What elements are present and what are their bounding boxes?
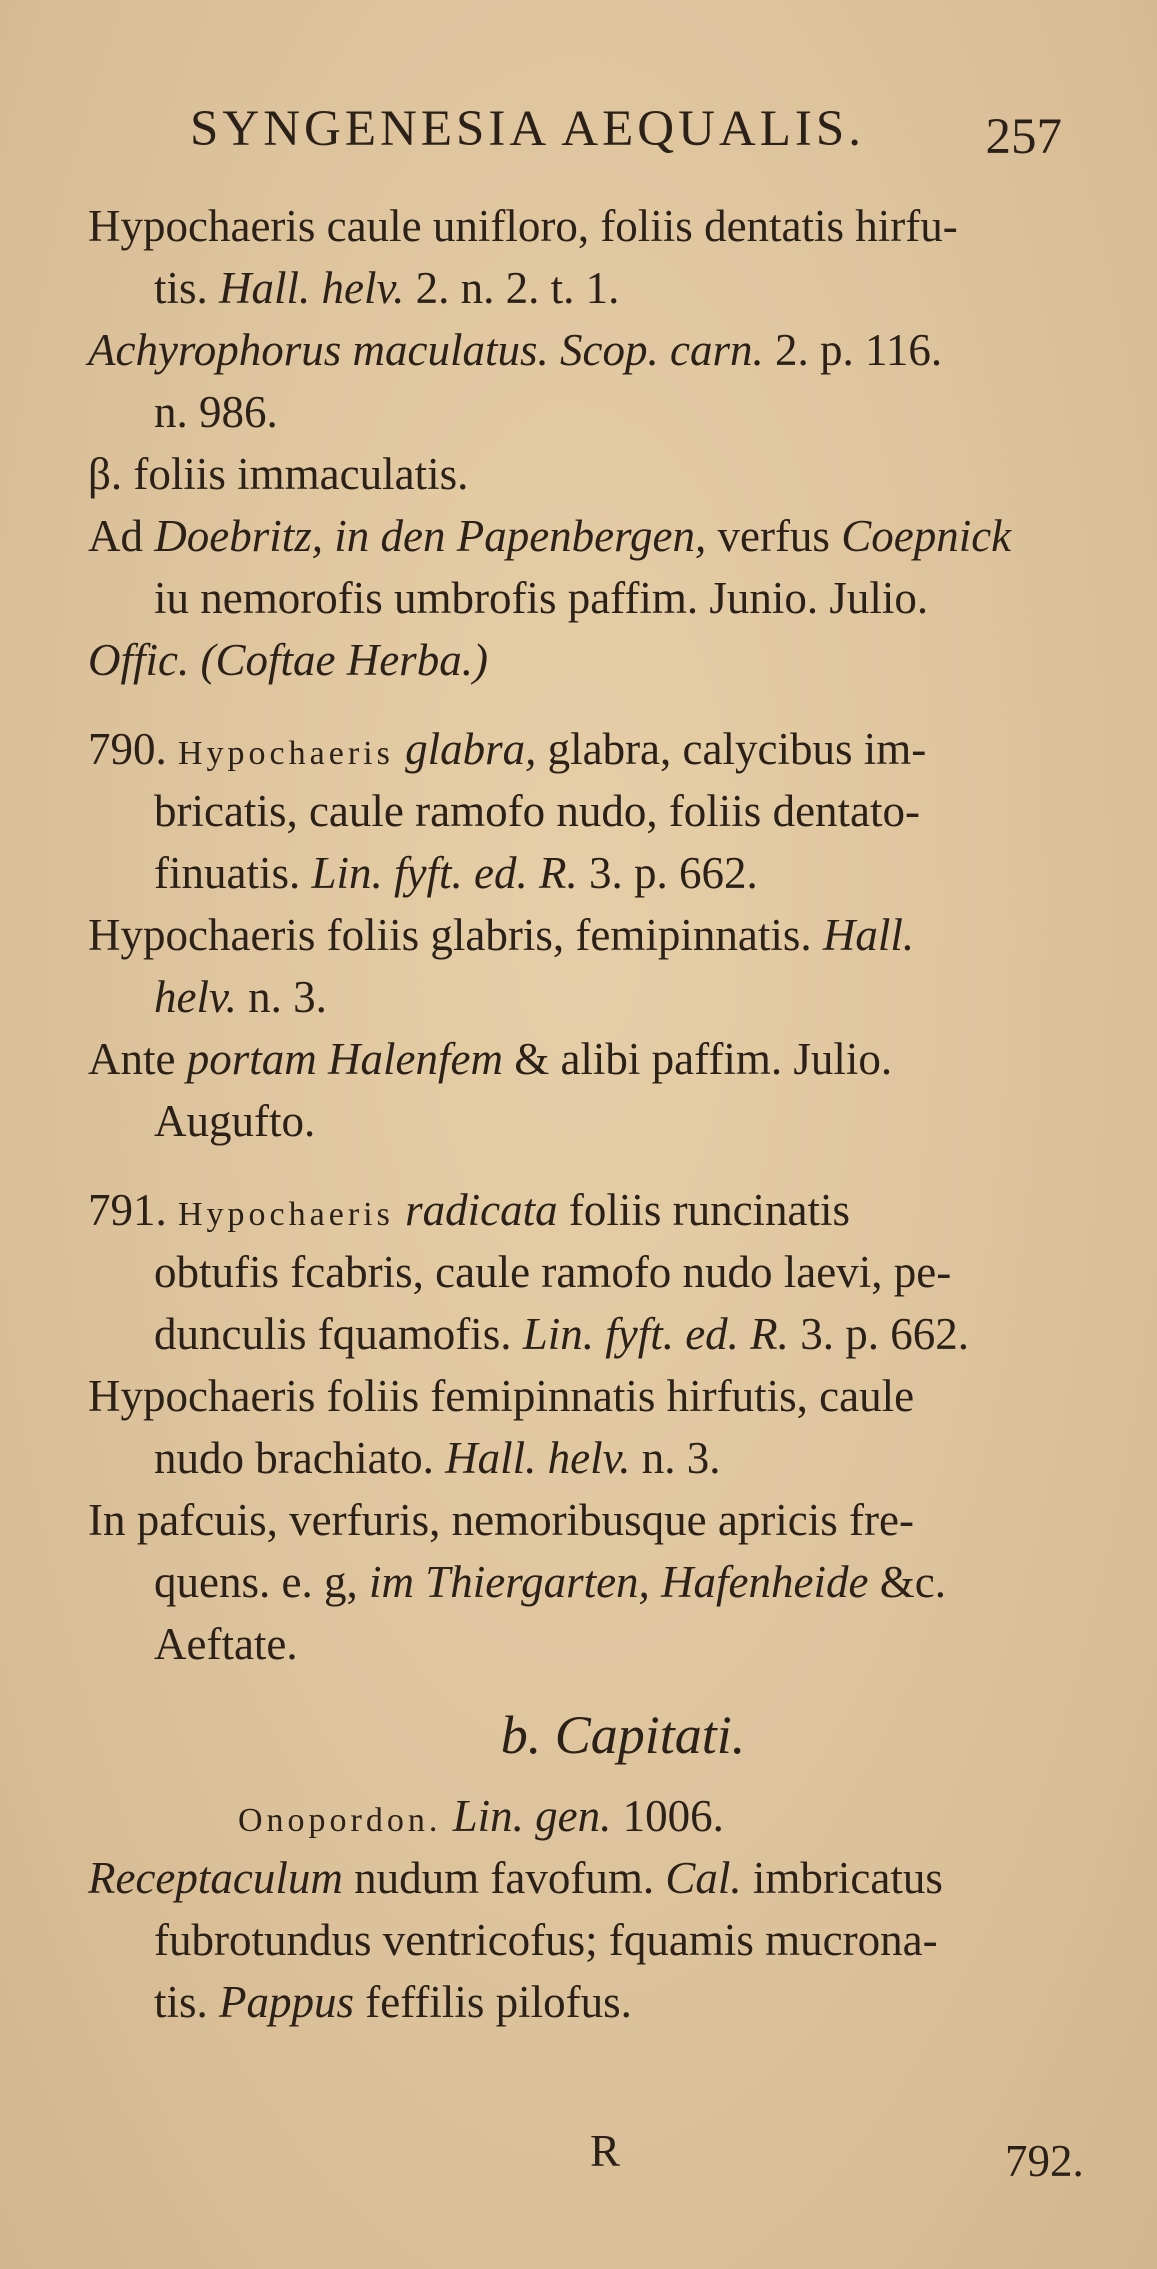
text-span: Hypochaeris foliis glabris, femipinnatis. bbox=[88, 910, 812, 960]
character-label: Cal. bbox=[665, 1853, 742, 1903]
text-span: Ante bbox=[88, 1034, 176, 1084]
text-span: finuatis. bbox=[154, 848, 301, 898]
reference-italic: Hall. bbox=[822, 910, 915, 960]
text-line bbox=[88, 1028, 1078, 1090]
text-span: glabra, calycibus im- bbox=[547, 724, 927, 774]
text-line bbox=[88, 842, 1078, 904]
entry-number: 791. bbox=[88, 1185, 167, 1235]
reference-italic: helv. bbox=[154, 972, 237, 1022]
text-span: 2. n. 2. t. 1. bbox=[404, 263, 620, 313]
character-label: Pappus bbox=[219, 1977, 355, 2027]
text-line bbox=[88, 1427, 1078, 1489]
text-span: Hypochaeris foliis femipinnatis hirfutis, caule bbox=[88, 1371, 915, 1421]
entry-number: 790. bbox=[88, 724, 167, 774]
reference-italic: Hall. helv. bbox=[219, 263, 405, 313]
text-span: bricatis, caule ramofo nudo, foliis dentato- bbox=[154, 786, 921, 836]
text-span: &c. bbox=[879, 1557, 946, 1607]
text-line bbox=[88, 381, 1078, 443]
text-line bbox=[88, 257, 1078, 319]
text-span: n. 3. bbox=[248, 972, 327, 1022]
genus-name: Hypochaeris bbox=[178, 1196, 394, 1233]
text-line bbox=[88, 1303, 1078, 1365]
locality-italic: im Thiergarten, Hafenheide bbox=[368, 1557, 869, 1607]
text-line bbox=[88, 1551, 1078, 1613]
officinal-note: Offic. (Coftae Herba.) bbox=[88, 635, 488, 685]
text-span: fubrotundus ventricofus; fquamis mucrona- bbox=[154, 1915, 938, 1965]
text-line bbox=[88, 1241, 1078, 1303]
text-line bbox=[88, 443, 1078, 505]
text-span: Aeftate. bbox=[154, 1619, 298, 1669]
text-line bbox=[88, 1613, 1078, 1675]
text-line bbox=[88, 319, 1078, 381]
text-span: tis. bbox=[154, 263, 220, 313]
text-span: 2. p. 116. bbox=[763, 325, 943, 375]
text-span: Augufto. bbox=[154, 1096, 316, 1146]
text-span: In pafcuis, verfuris, nemoribusque apricis fre- bbox=[88, 1495, 914, 1545]
text-span: nudo brachiato. bbox=[154, 1433, 434, 1483]
reference-italic: Lin. fyft. ed. R. bbox=[311, 848, 578, 898]
entry-heading-791 bbox=[88, 1179, 1078, 1241]
text-span: dunculis fquamofis. bbox=[154, 1309, 512, 1359]
section-title: b. Capitati. bbox=[500, 1705, 746, 1765]
text-span: foliis runcinatis bbox=[568, 1185, 851, 1235]
running-head: SYNGENESIA AEQUALIS. bbox=[190, 101, 866, 157]
text-span: quens. e. g, bbox=[154, 1557, 358, 1607]
text-line bbox=[88, 1971, 1078, 2033]
text-line bbox=[88, 195, 1078, 257]
text-line bbox=[88, 966, 1078, 1028]
species-epithet: radicata bbox=[405, 1185, 558, 1235]
reference-italic: Lin. fyft. ed. R. bbox=[522, 1309, 789, 1359]
genus-name: Onopordon. bbox=[238, 1802, 442, 1839]
text-span: obtufis fcabris, caule ramofo nudo laevi, pe- bbox=[154, 1247, 952, 1297]
signature-mark: R bbox=[590, 2126, 621, 2176]
text-line bbox=[88, 1365, 1078, 1427]
species-epithet: glabra, bbox=[405, 724, 537, 774]
locality-italic: portam Halenfem bbox=[186, 1034, 503, 1084]
text-span: & alibi paffim. Julio. bbox=[514, 1034, 893, 1084]
synonym-italic: Achyrophorus maculatus. Scop. carn. bbox=[88, 325, 764, 375]
text-line bbox=[88, 1847, 1078, 1909]
text-span: n. 3. bbox=[641, 1433, 721, 1483]
text-line bbox=[88, 1909, 1078, 1971]
text-span: feffilis pilofus. bbox=[365, 1977, 632, 2027]
locality-italic: Coepnick bbox=[841, 511, 1012, 561]
page-body bbox=[88, 195, 1078, 2033]
text-span: imbricatus bbox=[752, 1853, 943, 1903]
text-line bbox=[88, 1489, 1078, 1551]
entry-heading-790 bbox=[88, 718, 1078, 780]
text-span: Ad bbox=[88, 511, 155, 561]
catchword: 792. bbox=[1005, 2136, 1084, 2186]
text-line bbox=[88, 629, 1078, 691]
reference-italic: Lin. gen. bbox=[452, 1791, 612, 1841]
text-line bbox=[88, 780, 1078, 842]
text-span: 1006. bbox=[622, 1791, 724, 1841]
character-label: Receptaculum bbox=[88, 1853, 343, 1903]
page-number: 257 bbox=[985, 109, 1062, 165]
text-line bbox=[88, 904, 1078, 966]
text-span: verfus bbox=[706, 511, 842, 561]
text-span: iu nemorofis umbrofis paffim. Junio. Julio. bbox=[154, 573, 929, 623]
text-span: n. 986. bbox=[154, 387, 278, 437]
genus-name: Hypochaeris bbox=[178, 735, 394, 772]
genus-heading bbox=[88, 1785, 1078, 1847]
text-line bbox=[88, 567, 1078, 629]
synonym-text: Hypochaeris caule unifloro, foliis dentatis hirfu- bbox=[88, 201, 958, 251]
page-header bbox=[190, 100, 1062, 170]
text-span: tis. bbox=[154, 1977, 208, 2027]
text-line bbox=[88, 505, 1078, 567]
text-span: nudum favofum. bbox=[354, 1853, 655, 1903]
locality-italic: Doebritz, in den Papenbergen, bbox=[154, 511, 707, 561]
text-span: 3. p. 662. bbox=[588, 848, 758, 898]
text-span: 3. p. 662. bbox=[800, 1309, 969, 1359]
reference-italic: Hall. helv. bbox=[445, 1433, 631, 1483]
variety-text: β. foliis immaculatis. bbox=[88, 449, 469, 499]
text-line bbox=[88, 1090, 1078, 1152]
page-footer bbox=[0, 2125, 1157, 2195]
